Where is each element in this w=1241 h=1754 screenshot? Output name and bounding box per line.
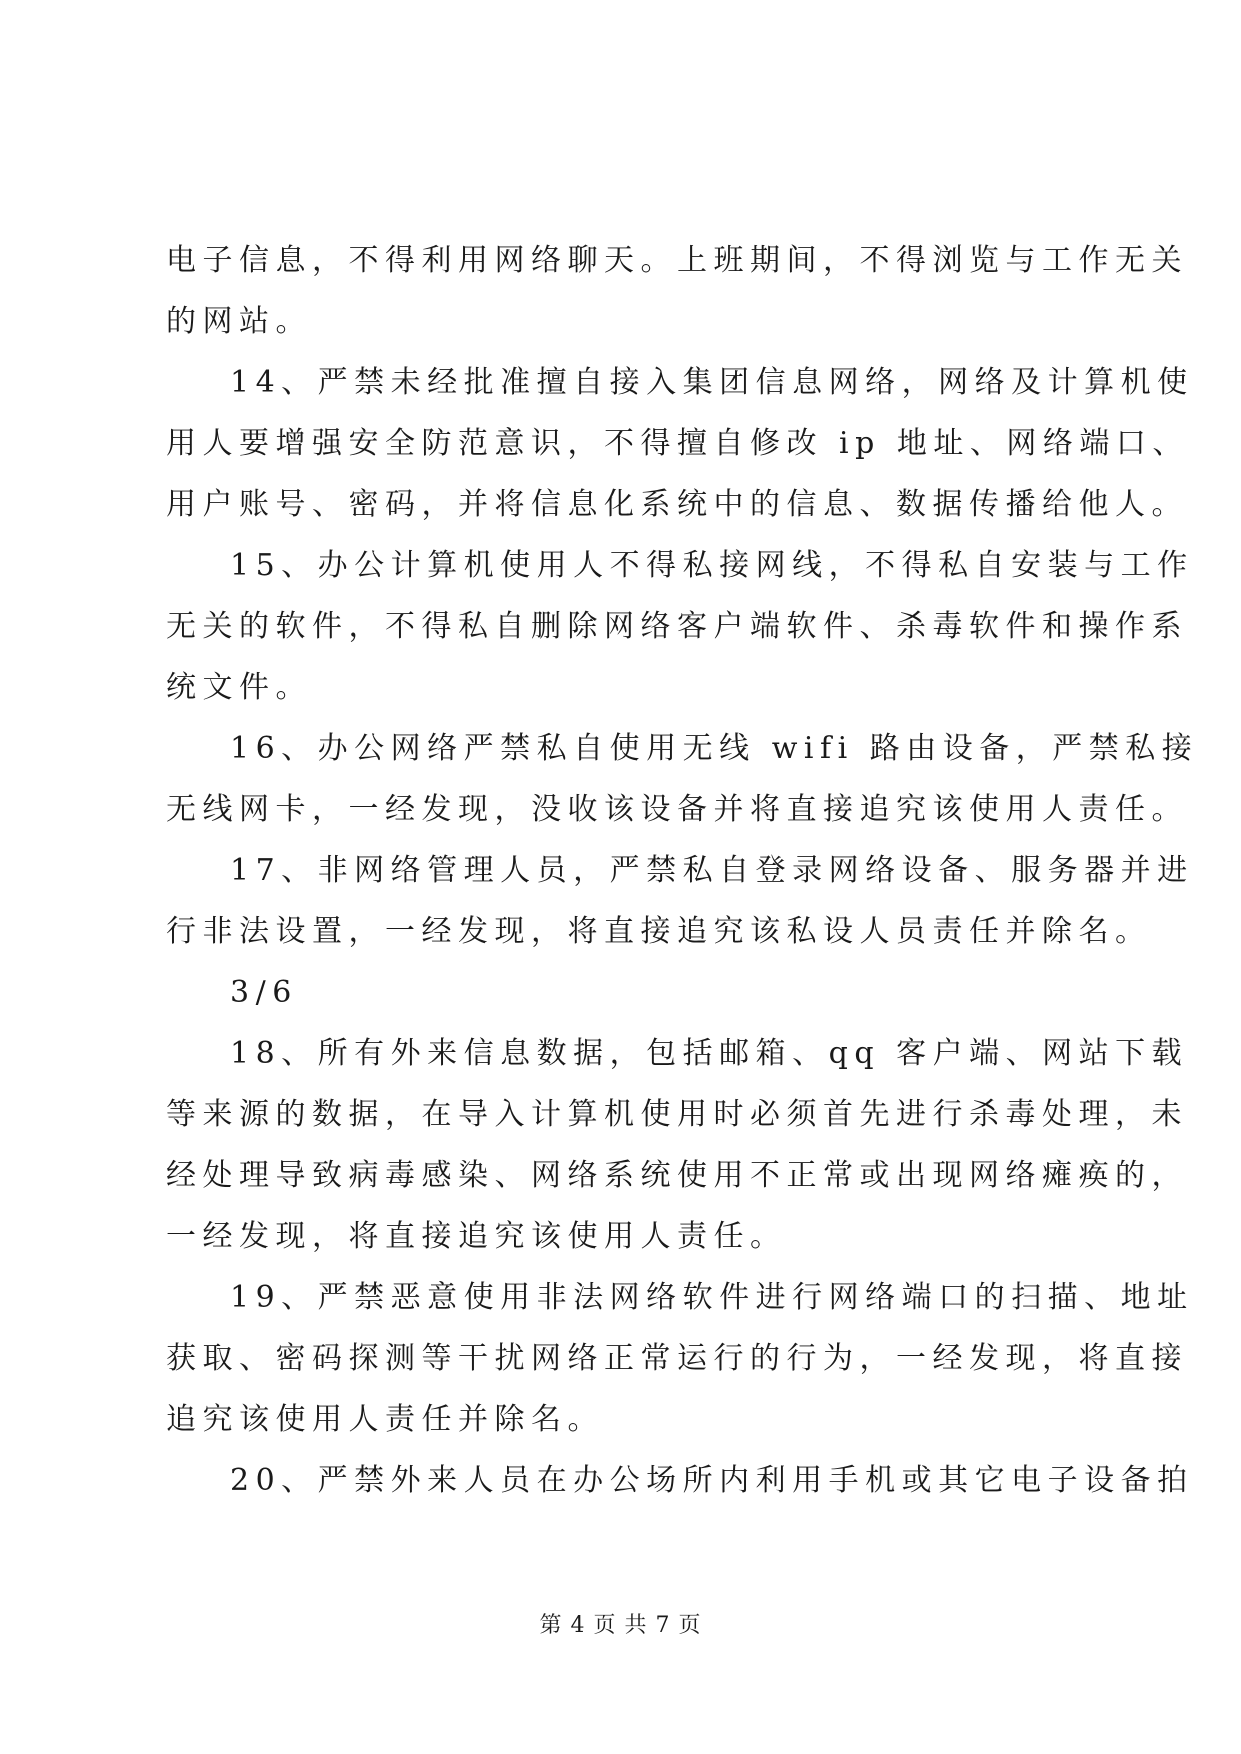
text-line: 等来源的数据，在导入计算机使用时必须首先进行杀毒处理，未 xyxy=(166,1097,1188,1132)
text-line: 无关的软件，不得私自删除网络客户端软件、杀毒软件和操作系 xyxy=(166,609,1188,644)
text-line: 用人要增强安全防范意识，不得擅自修改 ip 地址、网络端口、 xyxy=(166,426,1189,461)
text-line: 电子信息，不得利用网络聊天。上班期间，不得浏览与工作无关 xyxy=(166,243,1188,278)
text-line: 的网站。 xyxy=(166,304,312,339)
text-line: 18、所有外来信息数据，包括邮箱、qq 客户端、网站下载 xyxy=(230,1036,1189,1071)
inline-page-marker: 3/6 xyxy=(230,975,298,1010)
text-line: 用户账号、密码，并将信息化系统中的信息、数据传播给他人。 xyxy=(166,487,1188,522)
text-line: 15、办公计算机使用人不得私接网线，不得私自安装与工作 xyxy=(230,548,1194,583)
text-line: 一经发现，将直接追究该使用人责任。 xyxy=(166,1219,787,1254)
text-line: 追究该使用人责任并除名。 xyxy=(166,1402,604,1437)
text-line: 统文件。 xyxy=(166,670,312,705)
text-line: 14、严禁未经批准擅自接入集团信息网络，网络及计算机使 xyxy=(230,365,1194,400)
text-line: 17、非网络管理人员，严禁私自登录网络设备、服务器并进 xyxy=(230,853,1194,888)
text-line: 19、严禁恶意使用非法网络软件进行网络端口的扫描、地址 xyxy=(230,1280,1194,1315)
page-footer: 第 4 页 共 7 页 xyxy=(539,1613,702,1638)
text-line: 获取、密码探测等干扰网络正常运行的行为，一经发现，将直接 xyxy=(166,1341,1188,1376)
text-line: 16、办公网络严禁私自使用无线 wifi 路由设备，严禁私接 xyxy=(230,731,1199,766)
document-body xyxy=(166,230,1199,1511)
text-line: 20、严禁外来人员在办公场所内利用手机或其它电子设备拍 xyxy=(230,1463,1194,1498)
text-line: 无线网卡，一经发现，没收该设备并将直接追究该使用人责任。 xyxy=(166,792,1188,827)
text-line: 经处理导致病毒感染、网络系统使用不正常或出现网络瘫痪的， xyxy=(166,1158,1188,1193)
text-line: 行非法设置，一经发现，将直接追究该私设人员责任并除名。 xyxy=(166,914,1152,949)
